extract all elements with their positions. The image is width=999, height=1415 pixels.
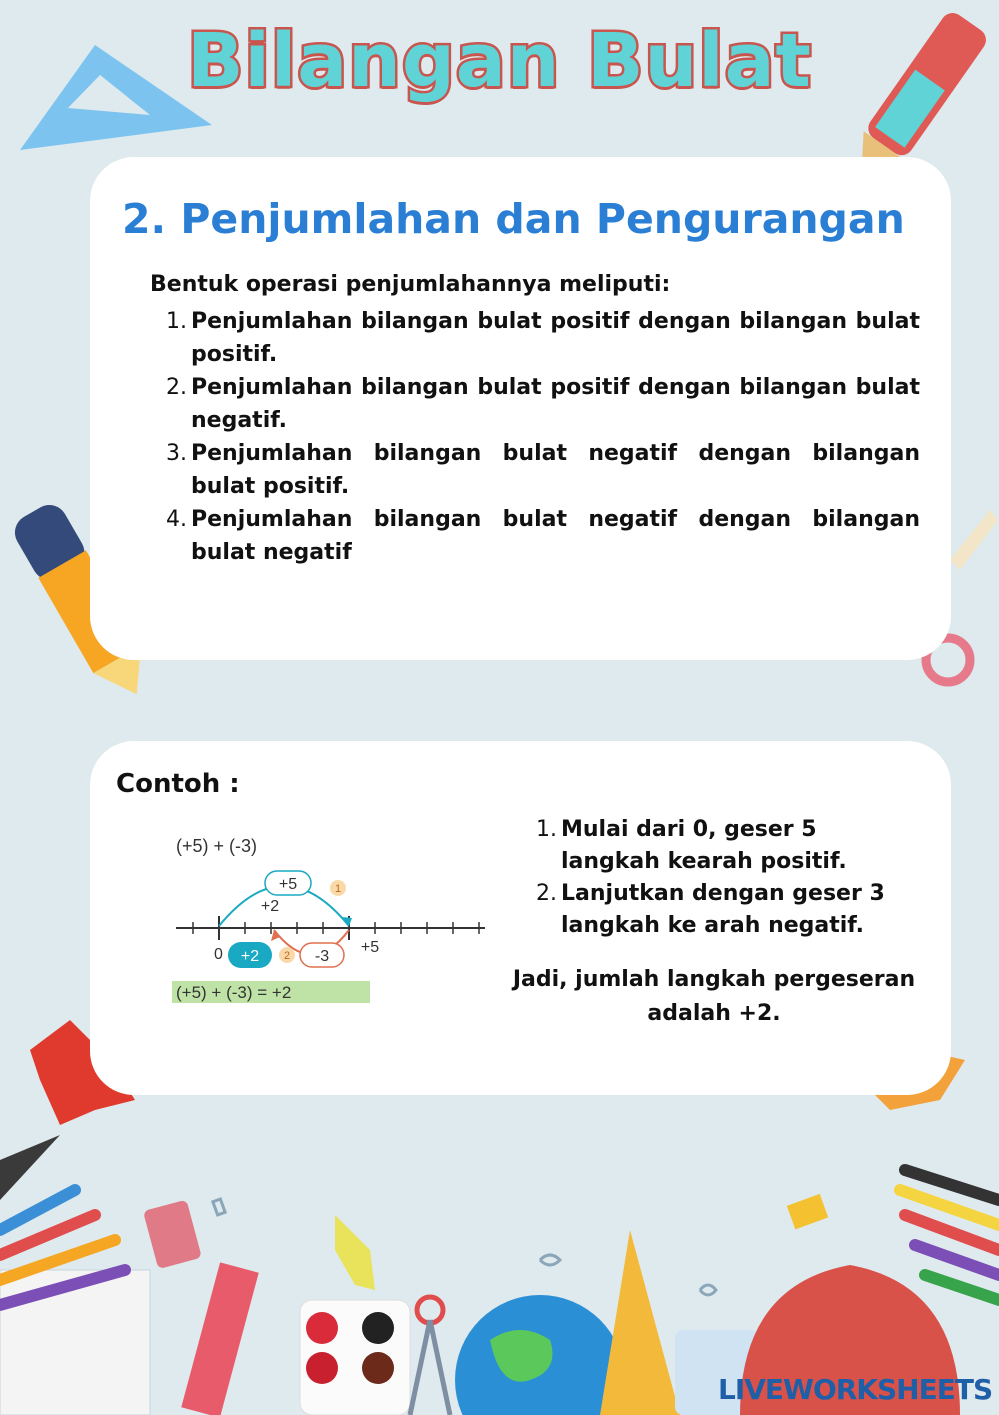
example-card [90,741,951,1095]
watermark: LIVEWORKSHEETS [718,1373,993,1406]
steps-list [536,814,916,942]
number-line-diagram [170,821,500,1021]
list-text: Penjumlahan bilangan bulat negatif dengan bilangan bulat negatif [191,507,920,565]
conclusion-text: Jadi, jumlah langkah pergeseran adalah +2. [512,967,916,1026]
list-number: 3. [166,441,187,466]
step-one-marker: 1 [334,883,342,895]
list-item [166,371,920,437]
list-text: Penjumlahan bilangan bulat negatif dengan bilangan bulat positif. [191,441,920,499]
list-text: Penjumlahan bilangan bulat positif dengan bilangan bulat positif. [191,309,920,367]
result-badge: +2 [240,948,260,965]
list-number: 2. [536,881,557,906]
mid-label: +2 [260,898,280,915]
list-item [166,503,920,569]
list-text: Penjumlahan bilangan bulat positif dengan bilangan bulat negatif. [191,375,920,433]
section-card [90,157,951,660]
list-item [536,814,916,878]
end-label: +5 [360,939,380,956]
equation-text: (+5) + (-3) = +2 [176,983,292,1002]
jump-negative-label: -3 [314,948,330,965]
list-item [166,305,920,371]
section-heading: 2. Penjumlahan dan Pengurangan [122,195,905,243]
list-number: 2. [166,375,187,400]
list-item [166,437,920,503]
example-label: Contoh : [116,769,240,799]
list-text: Mulai dari 0, geser 5 langkah kearah positif. [561,817,847,874]
jump-positive-label: +5 [278,876,298,893]
list-item [536,878,916,942]
list-number: 1. [166,309,187,334]
page-title: Bilangan Bulat [187,18,812,104]
list-number: 4. [166,507,187,532]
list-text: Lanjutkan dengan geser 3 langkah ke arah negatif. [561,881,885,938]
list-number: 1. [536,817,557,842]
operations-list [166,305,920,569]
expression-text: (+5) + (-3) [176,836,258,856]
section-intro: Bentuk operasi penjumlahannya meliputi: [150,272,671,297]
zero-label: 0 [214,946,223,963]
step-two-marker: 2 [283,950,291,962]
